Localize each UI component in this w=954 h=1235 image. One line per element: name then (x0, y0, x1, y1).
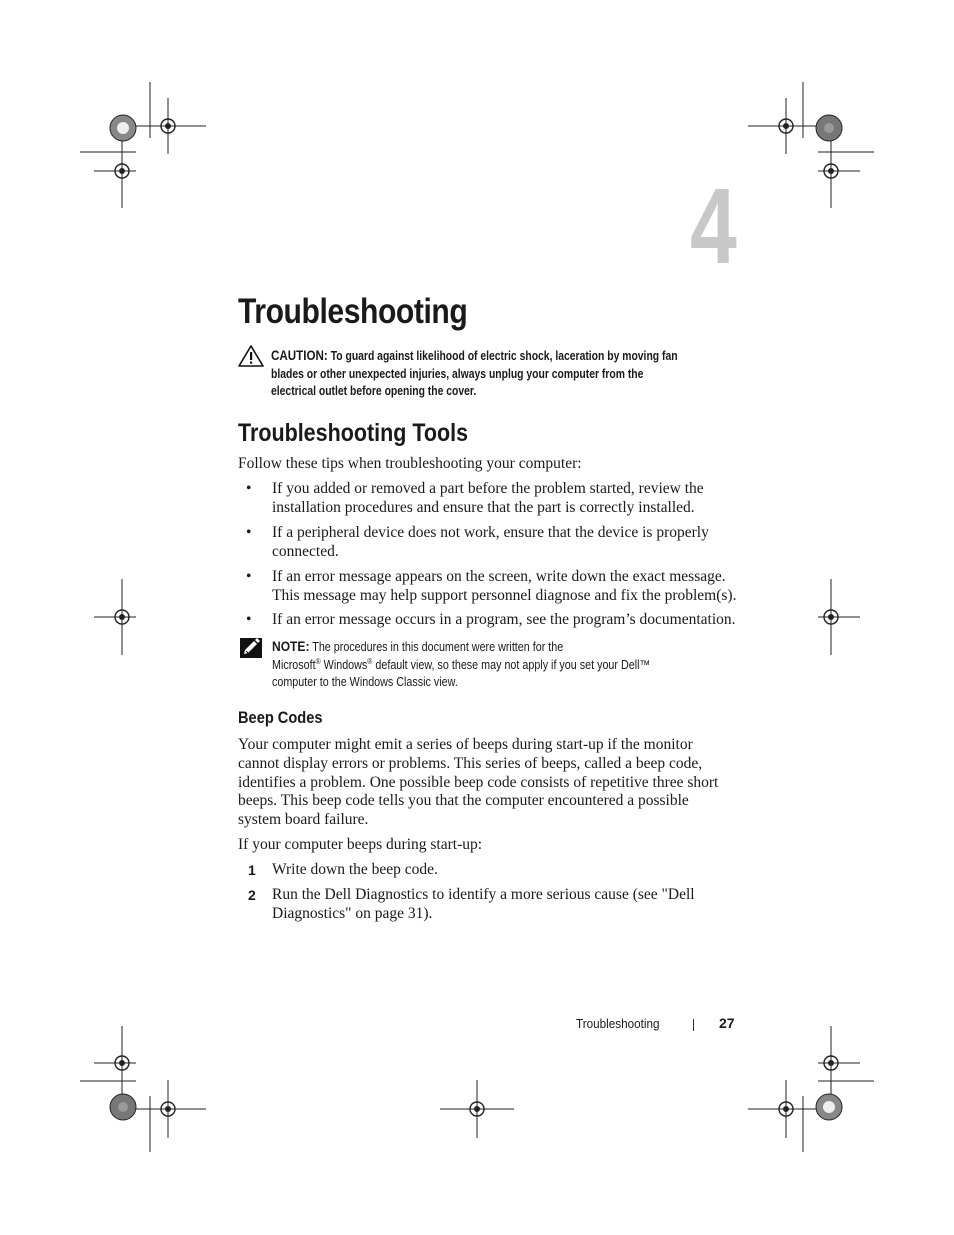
footer-divider (693, 1019, 694, 1031)
chapter-number: 4 (690, 165, 737, 286)
list-item-line: If you added or removed a part before the problem started, review the (272, 480, 704, 497)
page-title: Troubleshooting (238, 292, 468, 331)
caution-line-2: blades or other unexpected injuries, always unplug your computer from the (271, 366, 644, 381)
list-item-line: connected. (272, 542, 339, 560)
paragraph-line: system board failure. (238, 811, 369, 829)
step-line: Run the Dell Diagnostics to identify a more serious cause (see "Dell (272, 886, 695, 903)
list-item (272, 480, 704, 518)
caution-label: CAUTION: (271, 347, 328, 363)
section-heading: Troubleshooting Tools (238, 419, 469, 447)
tools-intro: Follow these tips when troubleshooting your computer: (238, 455, 582, 472)
step-number: 1 (248, 862, 256, 878)
registered-mark: ® (367, 656, 373, 666)
list-item (272, 524, 709, 562)
beep-lead: If your computer beeps during start-up: (238, 836, 483, 853)
list-item-line: If an error message occurs in a program, see the program’s documentation. (272, 611, 736, 628)
step-number: 2 (248, 887, 256, 903)
bullet-marker: • (246, 480, 252, 497)
note-line-1: The procedures in this document were written for the (312, 640, 564, 654)
caution-text (271, 347, 752, 401)
caution-line-3: electrical outlet before opening the cover. (271, 384, 477, 398)
step-text: Write down the beep code. (272, 861, 438, 878)
caution-warning-icon (238, 345, 264, 367)
note-microsoft: Microsoft (272, 657, 316, 672)
list-item-line: This message may help support personnel diagnose and fix the problem(s). (272, 586, 737, 604)
step-text (272, 886, 695, 924)
paragraph-line: beeps. This beep code tells you that the computer encountered a possible (238, 792, 689, 810)
list-item-line: If a peripheral device does not work, ensure that the device is properly (272, 524, 709, 541)
registered-mark: ® (315, 656, 321, 666)
list-item (272, 568, 736, 606)
bullet-marker: • (246, 524, 252, 541)
list-item-line: installation procedures and ensure that the part is correctly installed. (272, 498, 695, 516)
caution-line-1: To guard against likelihood of electric shock, laceration by moving fan (330, 349, 678, 363)
note-line-2: default view, so these may not apply if you set your Dell™ (375, 657, 651, 672)
bullet-marker: • (246, 611, 252, 628)
subsection-heading: Beep Codes (238, 708, 323, 727)
note-text (272, 638, 754, 692)
beep-paragraph (238, 736, 718, 830)
paragraph-line: Your computer might emit a series of beeps during start-up if the monitor (238, 736, 693, 753)
note-windows: Windows (323, 657, 368, 672)
list-item (272, 611, 736, 630)
page-number: 27 (719, 1015, 735, 1031)
note-label: NOTE: (272, 638, 310, 654)
list-item-line: If an error message appears on the screen, write down the exact message. (272, 568, 726, 585)
step-line: Diagnostics" on page 31). (272, 904, 433, 922)
footer-section-label: Troubleshooting (576, 1016, 660, 1031)
paragraph-line: identifies a problem. One possible beep code consists of repetitive three short (238, 773, 719, 791)
bullet-marker: • (246, 568, 252, 585)
note-line-3: computer to the Windows Classic view. (272, 675, 458, 689)
note-pencil-icon (240, 638, 262, 658)
paragraph-line: cannot display errors or problems. This series of beeps, called a beep code, (238, 754, 703, 772)
